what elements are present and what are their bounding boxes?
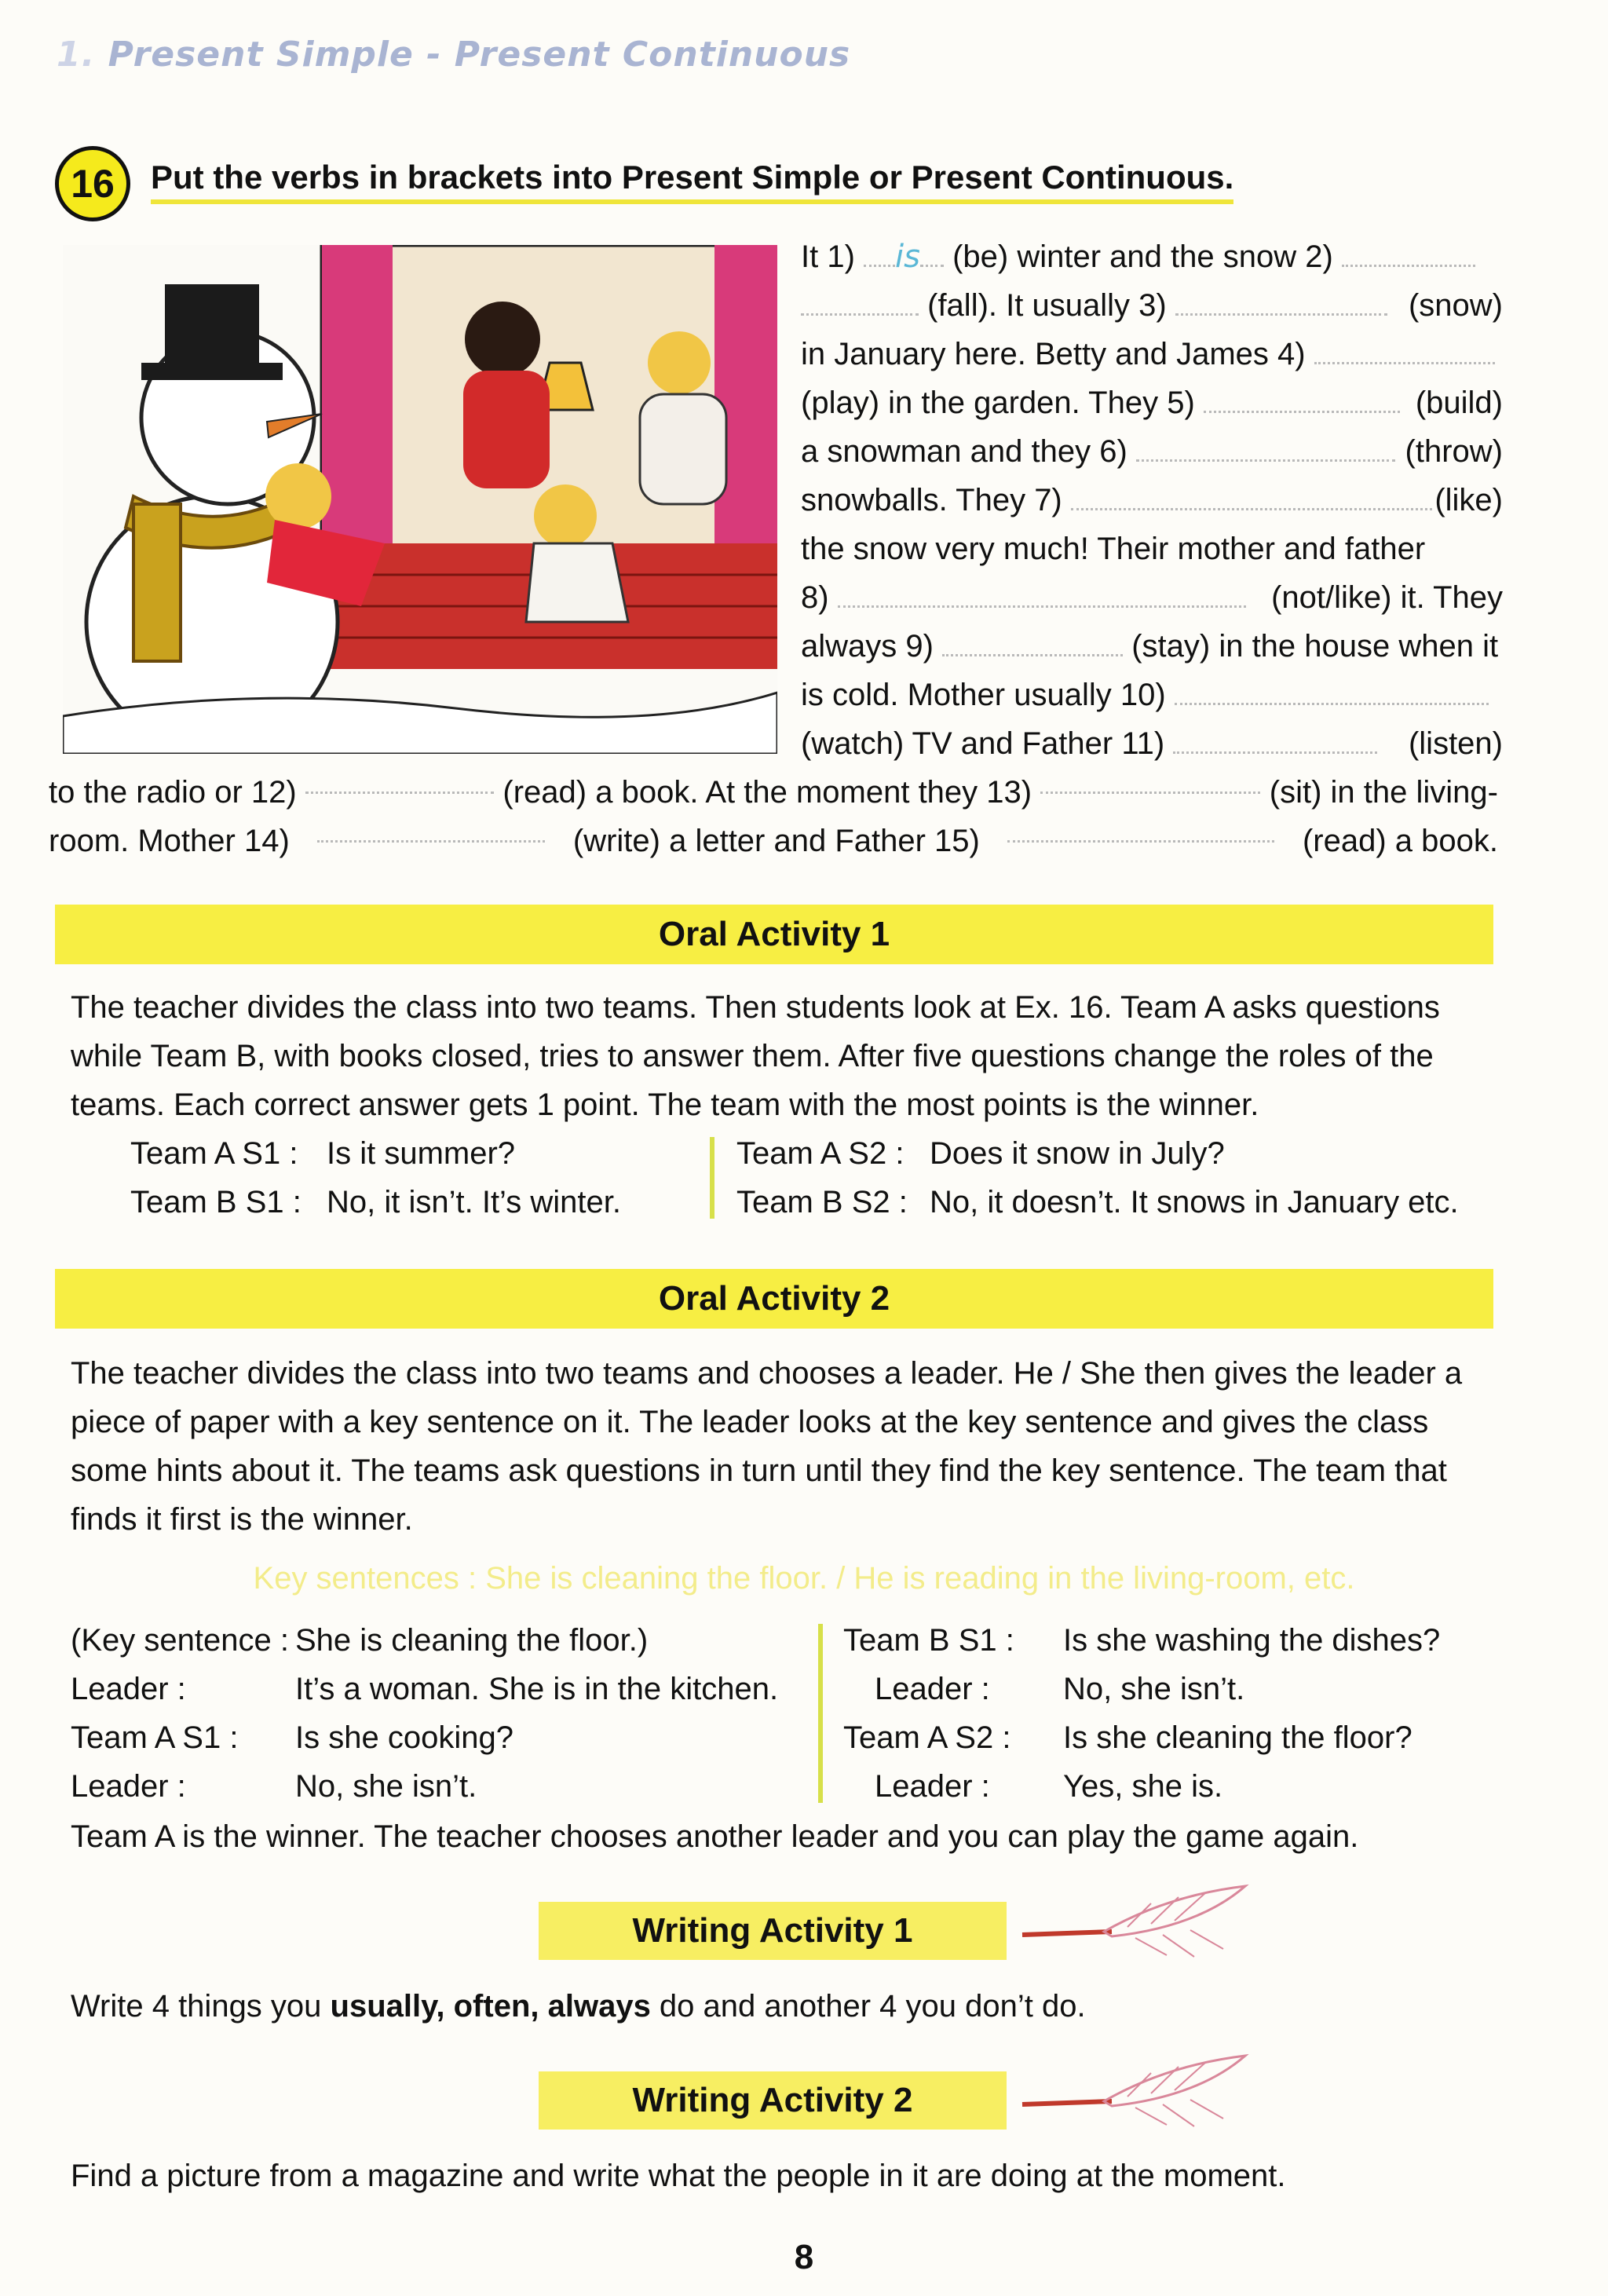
answer-blank-4[interactable] [1314,338,1495,364]
answer-blank-15[interactable] [1007,817,1274,843]
oral-activity-2-dialog-right [843,1616,1440,1811]
column-divider [710,1137,714,1219]
writing-activity-2-title: Writing Activity 2 [539,2071,1007,2130]
answer-blank-8[interactable] [838,582,1246,608]
oral-activity-1-dialog-left [130,1129,621,1227]
chapter-header: 1. Present Simple - Present Continuous [57,35,851,75]
page-number: 8 [794,2238,814,2276]
answer-blank-13[interactable] [1040,768,1260,794]
dialog-row: Team A S2 : Is she cleaning the floor? [843,1720,1412,1755]
winter-scene-illustration [63,245,777,754]
dialog-row: Leader : It’s a woman. She is in the kitchen. [71,1672,779,1706]
answer-blank-12[interactable] [305,768,494,794]
writing-activity-2-text: Find a picture from a magazine and write what the people in it are doing at the moment. [71,2159,1286,2193]
dialog-row: Team A S1 : Is it summer? [130,1136,516,1171]
exercise-line-4: (play) in the garden. They 5) (build) [801,386,1503,420]
exercise-line-7: the snow very much! Their mother and father [801,532,1426,566]
dialog-row: Team B S2 : No, it doesn’t. It snows in January etc. [736,1185,1459,1219]
exercise-line-12: to the radio or 12) (read) a book. At the moment they 13) (sit) in the living- [49,768,1498,817]
dialog-row: Team B S1 : No, it isn’t. It’s winter. [130,1185,621,1219]
dialog-row: Team B S1 : Is she washing the dishes? [843,1623,1441,1658]
exercise-text-full [49,768,1498,865]
oral-activity-1-text: The teacher divides the class into two teams. Then students look at Ex. 16. Team A asks questions while Team B, with books closed, tries to answer them. After five questions change the roles of the teams. Each correct answer gets 1 point. The team with the most points is the winner. [71,990,1440,1122]
exercise-line-3: in January here. Betty and James 4) [801,330,1503,378]
exercise-line-8: 8) (not/like) it. They [801,580,1503,615]
answer-blank-10[interactable] [1175,679,1489,705]
quill-pen-icon [1018,2049,1253,2136]
oral-activity-2-text: The teacher divides the class into two teams and chooses a leader. He / She then gives the leader a piece of paper with a key sentence on it. The leader looks at the key sentence and gives the class some hints about it. The teams ask questions in turn until they find the key sentence. The team that finds it first is the winner. [71,1356,1463,1537]
writing-activity-1-text: Write 4 things you usually, often, always do and another 4 you don’t do. [71,1989,1086,2024]
dialog-row: Leader : No, she isn’t. [71,1769,477,1804]
exercise-instruction: Put the verbs in brackets into Present Simple or Present Continuous. [151,159,1233,204]
answer-blank-14[interactable] [317,817,545,843]
exercise-line-10: is cold. Mother usually 10) [801,671,1503,719]
exercise-line-13: room. Mother 14) (write) a letter and Father 15) (read) a book. [49,817,1498,865]
dialog-row: Team A S2 : Does it snow in July? [736,1136,1225,1171]
dialog-row: Leader : No, she isn’t. [875,1672,1245,1706]
oral-activity-2-dialog-left [71,1616,778,1811]
dialog-row: Team A S1 : Is she cooking? [71,1720,513,1755]
exercise-line-6: snowballs. They 7) (like) [801,483,1503,517]
chapter-title: Present Simple - Present Continuous [108,35,851,75]
oral-activity-2-conclusion: Team A is the winner. The teacher chooses another leader and you can play the game again. [71,1819,1359,1854]
exercise-line-9: always 9) (stay) in the house when it [801,629,1499,664]
answer-blank-7[interactable] [1071,484,1432,510]
answer-blank-2[interactable] [1342,241,1475,267]
dialog-row: Leader : Yes, she is. [875,1769,1223,1804]
writing-activity-1-title: Writing Activity 1 [539,1902,1007,1960]
exercise-line-11: (watch) TV and Father 11) (listen) [801,726,1503,761]
example-answer: is [895,239,920,275]
answer-blank-3[interactable] [1175,290,1387,316]
oral-activity-1-dialog-right [736,1129,1459,1227]
oral-activity-1-title: Oral Activity 1 [55,905,1493,964]
answer-blank-11[interactable] [1173,728,1377,754]
oral-activity-2-title: Oral Activity 2 [55,1269,1493,1329]
exercise-line-1: It 1) is (be) winter and the snow 2) [801,232,1503,281]
quill-pen-icon [1018,1880,1253,1966]
answer-blank-6[interactable] [1136,436,1395,462]
exercise-text [801,232,1503,768]
answer-blank-5[interactable] [1204,387,1400,413]
answer-blank-9[interactable] [942,631,1123,656]
exercise-line-2: (fall). It usually 3) (snow) [801,281,1503,330]
dialog-row: (Key sentence : She is cleaning the floor.) [71,1623,649,1658]
exercise-number: 16 [55,146,130,221]
exercise-line-5: a snowman and they 6) (throw) [801,434,1503,469]
key-sentences: Key sentences : She is cleaning the floor. / He is reading in the living-room, etc. [253,1561,1355,1596]
